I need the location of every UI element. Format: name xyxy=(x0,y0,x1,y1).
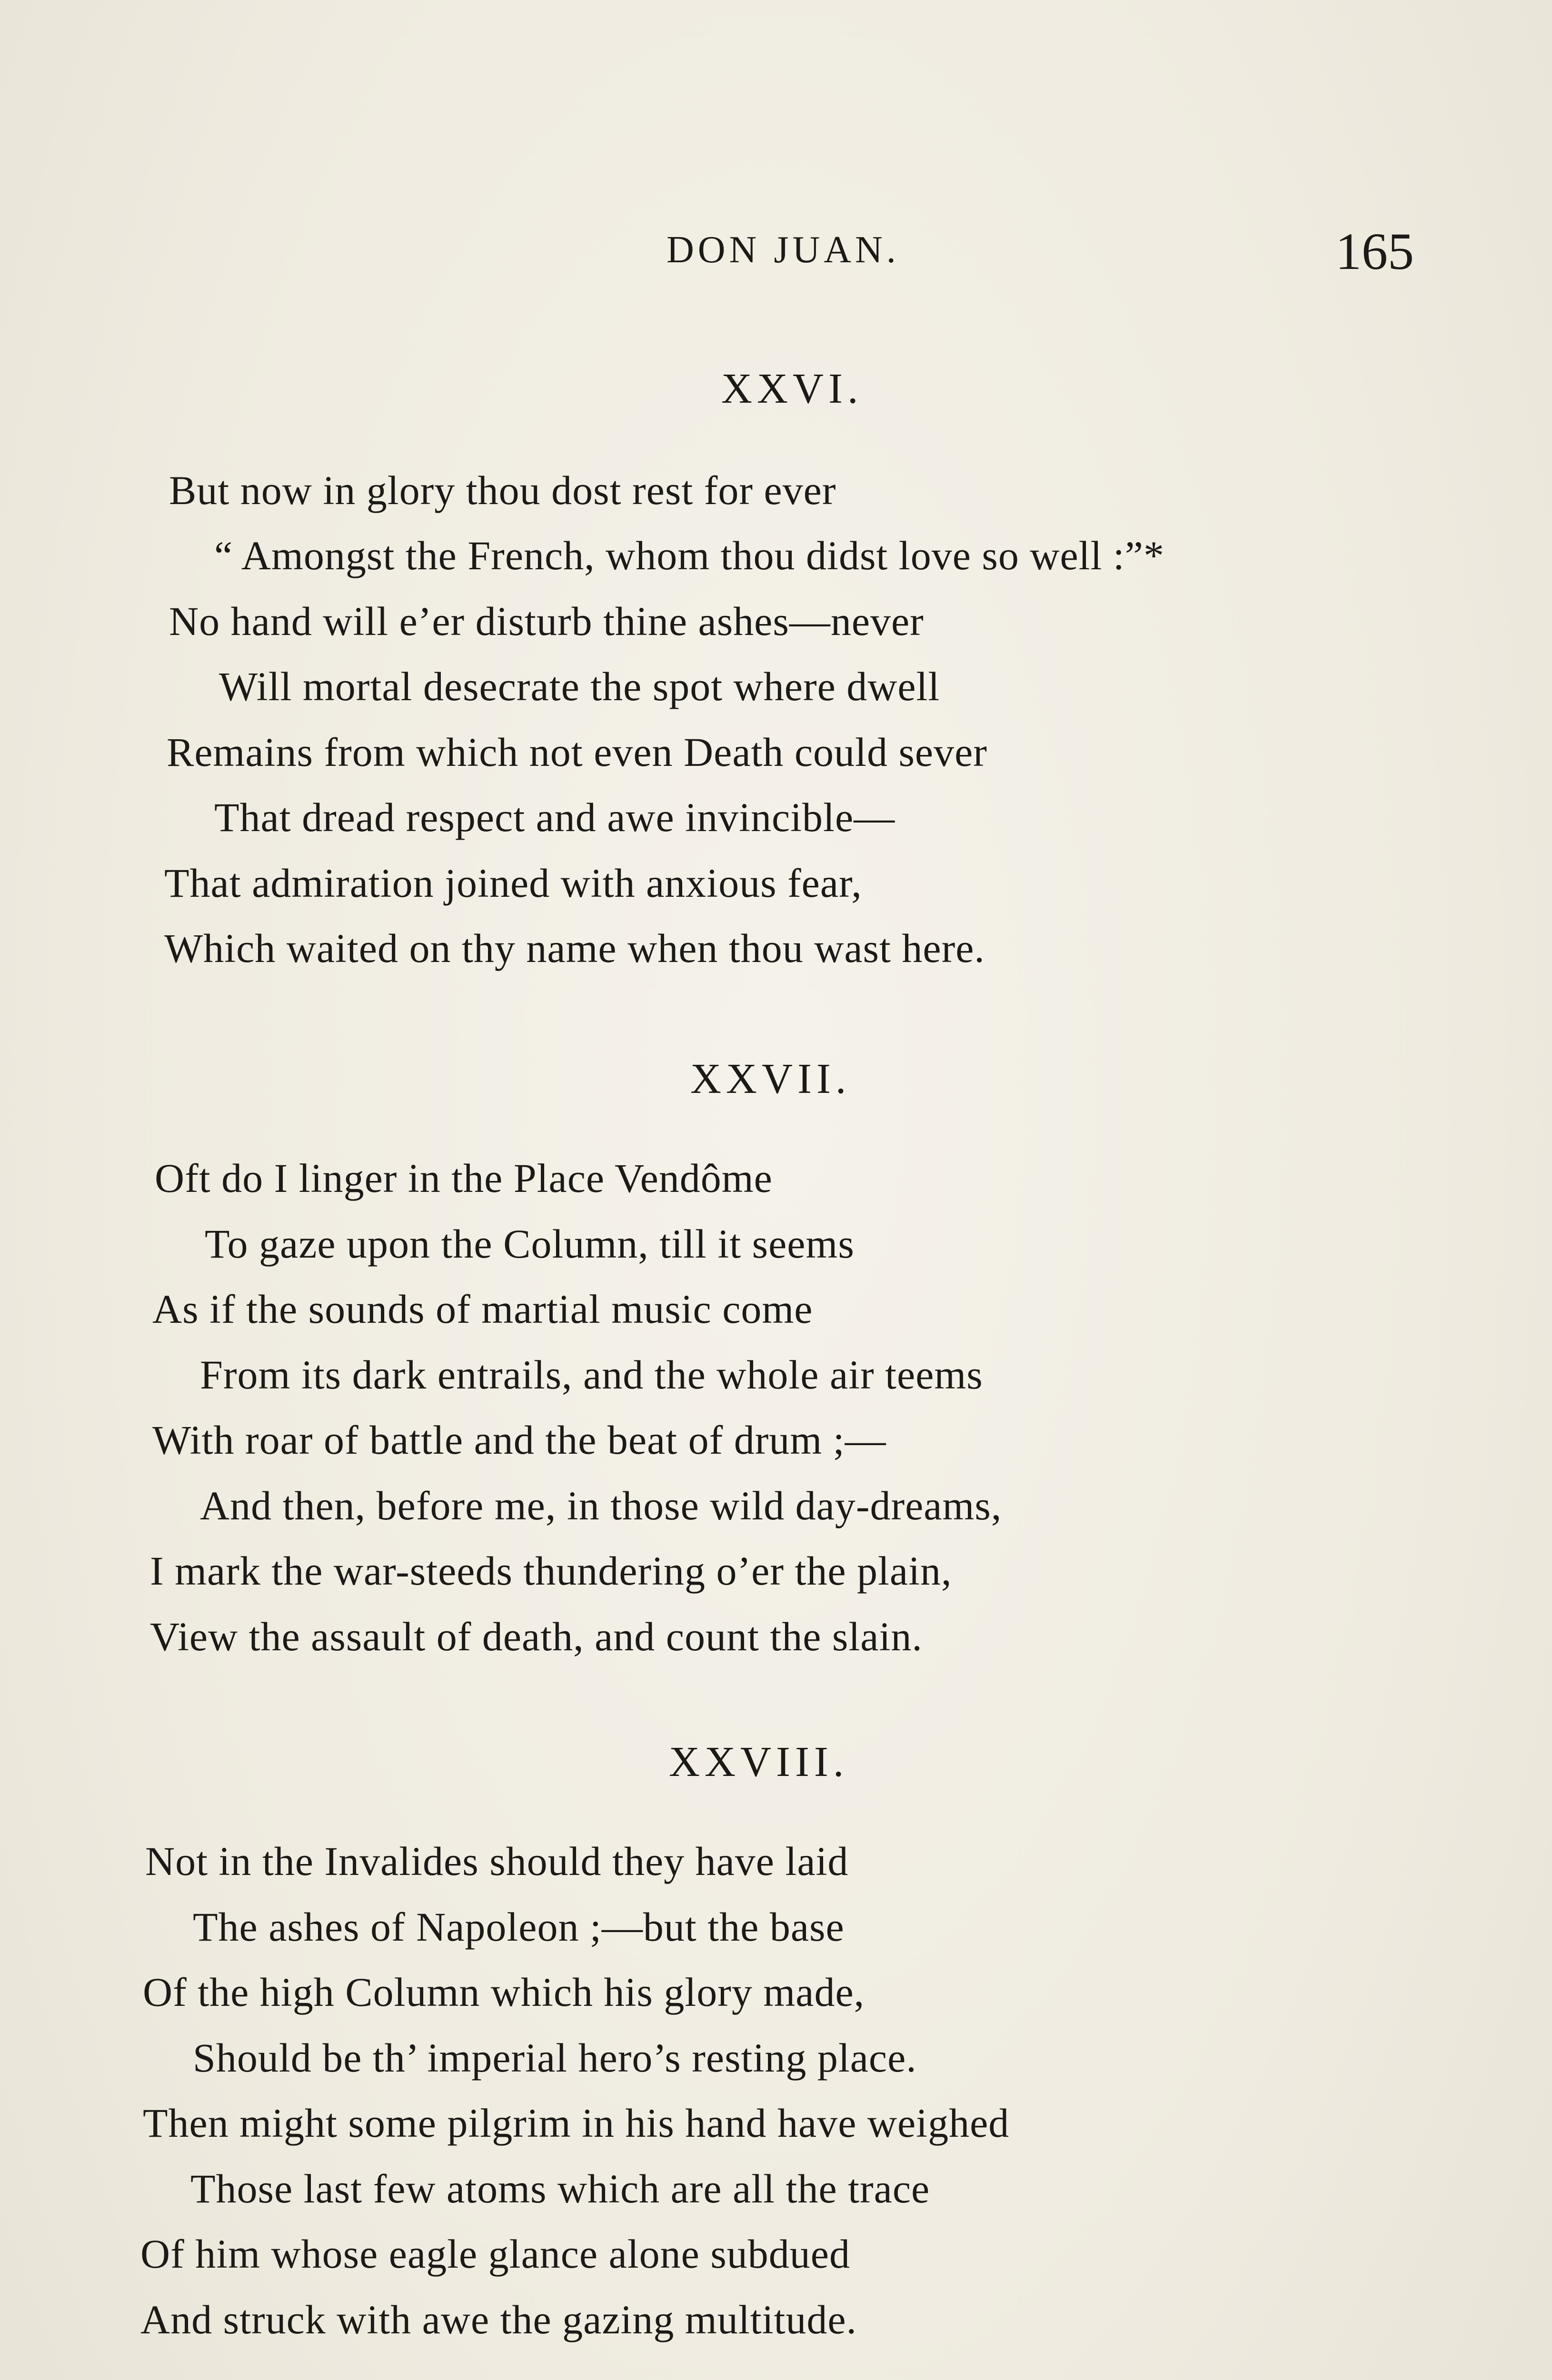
verse-line: That dread respect and awe invincible— xyxy=(214,794,895,840)
verse-line: Remains from which not even Death could sever xyxy=(167,729,987,775)
verse-line: That admiration joined with anxious fear, xyxy=(164,860,862,906)
verse-line: The ashes of Napoleon ;—but the base xyxy=(193,1904,845,1950)
stanza-heading-xxvii: XXVII. xyxy=(690,1055,851,1102)
verse-line: “ Amongst the French, whom thou didst love so well :”* xyxy=(214,533,1164,578)
verse-line: From its dark entrails, and the whole air teems xyxy=(200,1352,983,1398)
verse-line: And then, before me, in those wild day-dreams, xyxy=(200,1483,1002,1528)
verse-line: But now in glory thou dost rest for ever xyxy=(169,467,836,513)
verse-line: Of him whose eagle glance alone subdued xyxy=(140,2231,850,2277)
verse-line: I mark the war-steeds thundering o’er the plain, xyxy=(150,1548,952,1594)
stanza-heading-xxvi: XXVI. xyxy=(721,365,863,412)
verse-line: Oft do I linger in the Place Vendôme xyxy=(155,1155,773,1201)
verse-line: Will mortal desecrate the spot where dwell xyxy=(219,664,940,709)
page-number: 165 xyxy=(1335,222,1414,280)
verse-line: Not in the Invalides should they have laid xyxy=(145,1838,849,1884)
verse-line: Those last few atoms which are all the trace xyxy=(190,2166,930,2211)
running-title: DON JUAN. xyxy=(667,229,900,271)
verse-line: Should be th’ imperial hero’s resting place. xyxy=(193,2035,917,2081)
verse-line: View the assault of death, and count the slain. xyxy=(150,1614,923,1659)
stanza-heading-xxviii: XXVIII. xyxy=(669,1738,849,1785)
verse-line: And struck with awe the gazing multitude. xyxy=(140,2297,857,2342)
verse-line: Then might some pilgrim in his hand have weighed xyxy=(143,2100,1010,2146)
verse-line: Which waited on thy name when thou wast here. xyxy=(164,925,985,971)
verse-line: No hand will e’er disturb thine ashes—never xyxy=(169,598,924,644)
verse-line: Of the high Column which his glory made, xyxy=(143,1969,865,2015)
verse-line: To gaze upon the Column, till it seems xyxy=(205,1221,855,1267)
verse-line: With roar of battle and the beat of drum ;— xyxy=(152,1417,886,1463)
verse-line: As if the sounds of martial music come xyxy=(152,1286,813,1332)
